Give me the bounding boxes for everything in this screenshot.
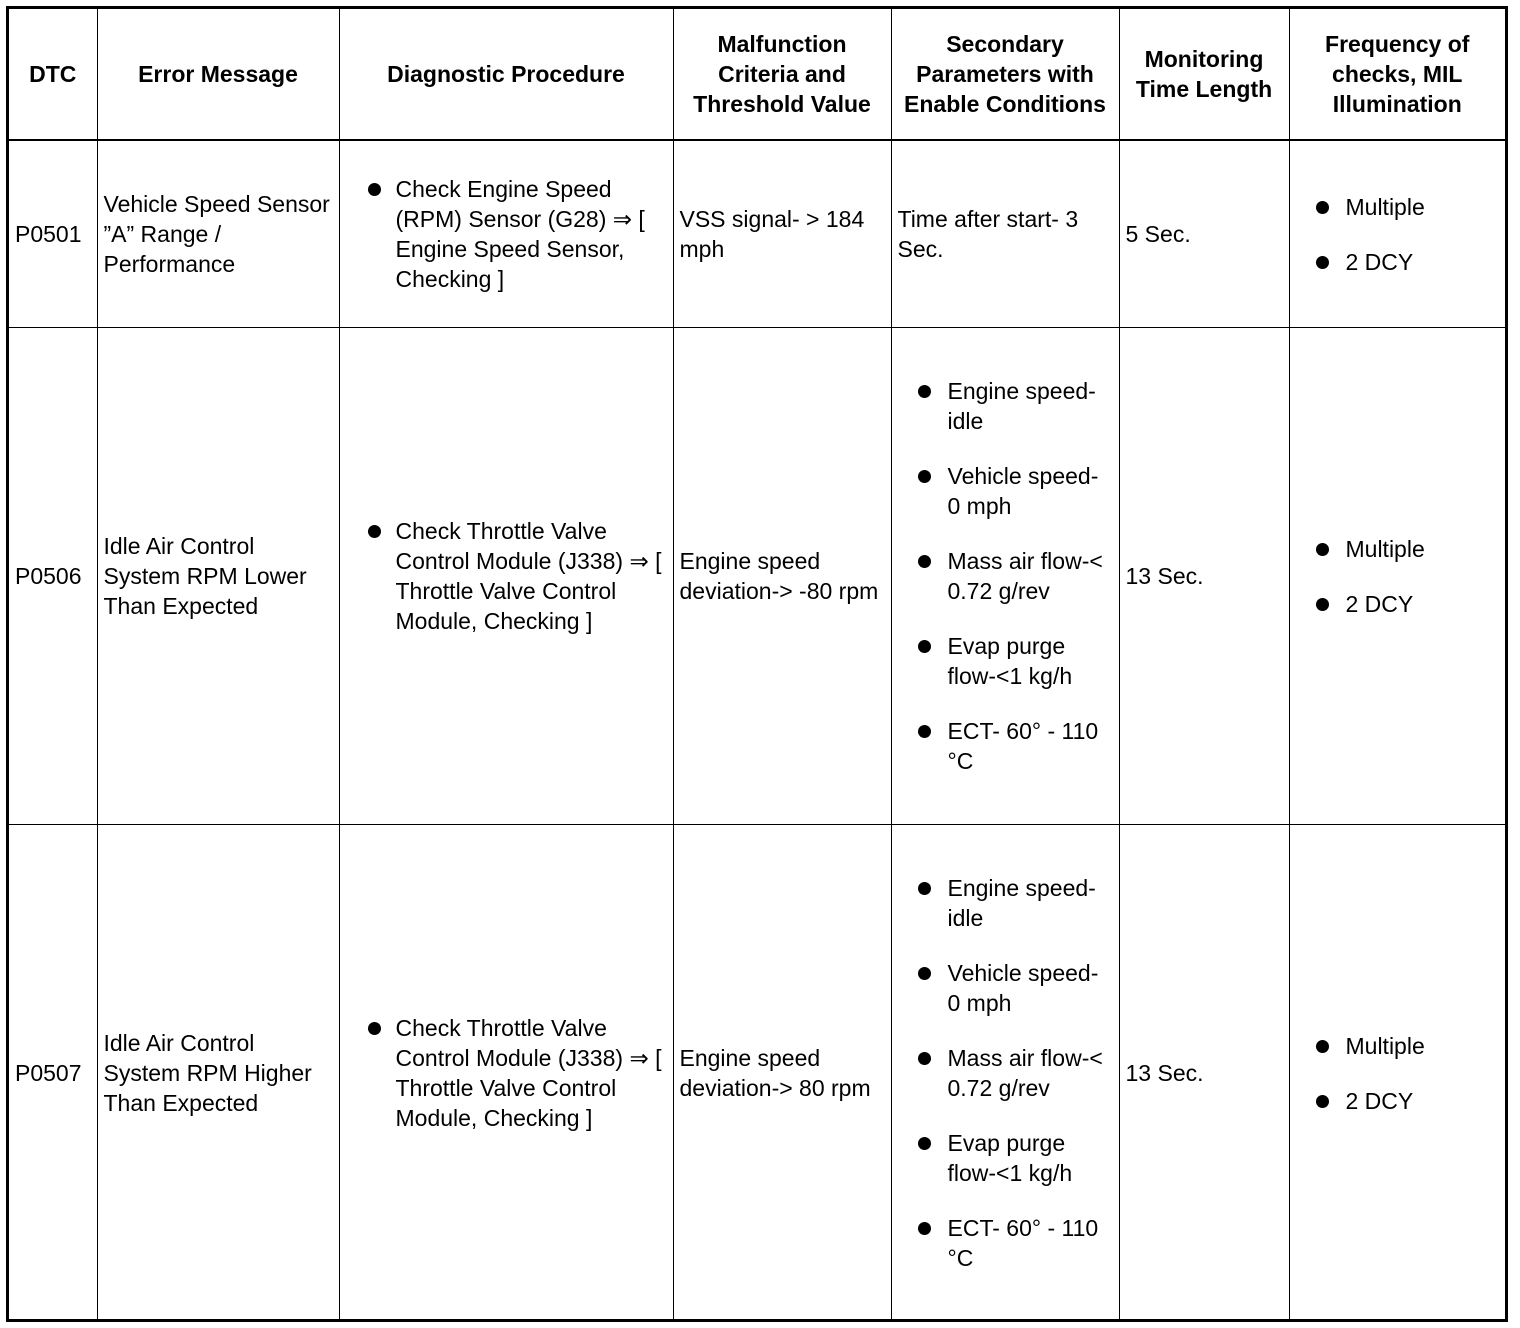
secondary-parameters: Time after start- 3 Sec.	[891, 140, 1119, 328]
malfunction-criteria: Engine speed deviation-> 80 rpm	[673, 825, 891, 1322]
secondary-parameters	[891, 825, 1119, 1322]
diagnostic-procedure	[339, 328, 673, 825]
frequency-item: 2 DCY	[1296, 589, 1500, 619]
procedure-item: Check Throttle Valve Control Module (J338) ⇒ [ Throttle Valve Control Module, Checking ]	[346, 1013, 667, 1133]
frequency-mil	[1289, 825, 1505, 1322]
header-error-message: Error Message	[97, 9, 339, 140]
secondary-item: ECT- 60° - 110 °C	[898, 716, 1113, 776]
table-row	[9, 328, 1505, 825]
secondary-parameters	[891, 328, 1119, 825]
frequency-mil	[1289, 140, 1505, 328]
procedure-item: Check Throttle Valve Control Module (J338) ⇒ [ Throttle Valve Control Module, Checking ]	[346, 516, 667, 636]
secondary-item: Mass air flow-< 0.72 g/rev	[898, 1043, 1113, 1103]
header-monitoring-time: Monitoring Time Length	[1119, 9, 1289, 140]
monitoring-time: 5 Sec.	[1119, 140, 1289, 328]
secondary-item: Vehicle speed- 0 mph	[898, 958, 1113, 1018]
frequency-item: Multiple	[1296, 192, 1500, 222]
table-row	[9, 825, 1505, 1322]
secondary-item: Vehicle speed- 0 mph	[898, 461, 1113, 521]
diagnostic-procedure	[339, 825, 673, 1322]
dtc-code: P0506	[9, 328, 97, 825]
frequency-item: Multiple	[1296, 1031, 1500, 1061]
error-message: Vehicle Speed Sensor ”A” Range / Performance	[97, 140, 339, 328]
header-malfunction-criteria: Malfunction Criteria and Threshold Value	[673, 9, 891, 140]
monitoring-time: 13 Sec.	[1119, 825, 1289, 1322]
monitoring-time: 13 Sec.	[1119, 328, 1289, 825]
procedure-item: Check Engine Speed (RPM) Sensor (G28) ⇒ [ Engine Speed Sensor, Checking ]	[346, 174, 667, 294]
secondary-item: ECT- 60° - 110 °C	[898, 1213, 1113, 1273]
secondary-item: Engine speed- idle	[898, 376, 1113, 436]
table-row	[9, 140, 1505, 328]
header-diagnostic-procedure: Diagnostic Procedure	[339, 9, 673, 140]
dtc-code: P0507	[9, 825, 97, 1322]
header-frequency: Frequency of checks, MIL Illumination	[1289, 9, 1505, 140]
dtc-code: P0501	[9, 140, 97, 328]
secondary-item: Evap purge flow-<1 kg/h	[898, 631, 1113, 691]
error-message: Idle Air Control System RPM Higher Than Expected	[97, 825, 339, 1322]
secondary-item: Mass air flow-< 0.72 g/rev	[898, 546, 1113, 606]
malfunction-criteria: VSS signal- > 184 mph	[673, 140, 891, 328]
malfunction-criteria: Engine speed deviation-> -80 rpm	[673, 328, 891, 825]
dtc-table	[9, 9, 1505, 1321]
header-dtc: DTC	[9, 9, 97, 140]
frequency-item: 2 DCY	[1296, 247, 1500, 277]
secondary-item: Evap purge flow-<1 kg/h	[898, 1128, 1113, 1188]
diagnostic-procedure	[339, 140, 673, 328]
header-secondary-parameters: Secondary Parameters with Enable Conditions	[891, 9, 1119, 140]
frequency-item: Multiple	[1296, 534, 1500, 564]
secondary-item: Engine speed- idle	[898, 873, 1113, 933]
table-header-row	[9, 9, 1505, 140]
dtc-table-frame	[6, 6, 1508, 1322]
frequency-mil	[1289, 328, 1505, 825]
error-message: Idle Air Control System RPM Lower Than Expected	[97, 328, 339, 825]
frequency-item: 2 DCY	[1296, 1086, 1500, 1116]
